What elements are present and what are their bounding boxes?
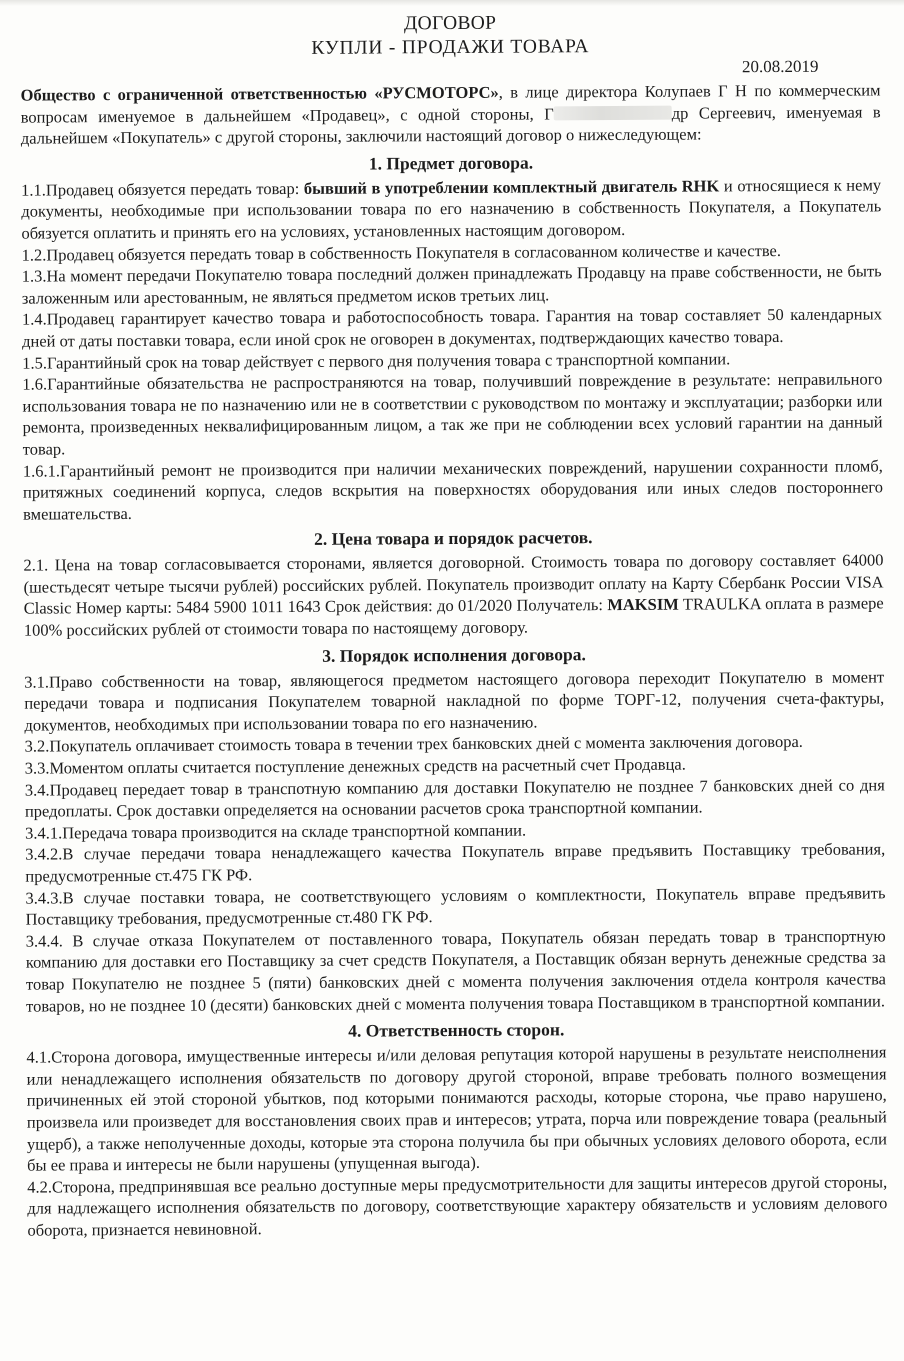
clause-3-4-1: 3.4.1.Передача товара производится на складе транспортной компании. — [25, 820, 527, 843]
intro-paragraph — [21, 79, 881, 149]
clause-3-4-4: 3.4.4. В случае отказа Покупателем от поставленного товара, Покупатель обязан передать товар в транспортную компанию для доставки его Поставщику за счет средств Покупателя, а Поставщик обязан вернуть денежные средства за товар Покупателю не позднее 5 (пяти) банковских дней с момента получения заключения отдела контроля качества товаров, но не позднее 10 (десяти) банковских дней с момента получения товара Поставщиком в транспортной компании. — [25, 926, 887, 1016]
redacted-name — [554, 105, 672, 120]
company-name: Общество с ограниченной ответственностью «РУСМОТОРС» — [20, 82, 499, 105]
clause-3-4-2: 3.4.2.В случае передачи товара ненадлежащего качества Покупатель вправе предъявить Поставщику требования, предусмотренные ст.475 ГК РФ. — [25, 839, 886, 886]
intro-text-2: др Сергеевич, именуемая в дальнейшем «Покупатель» с другой стороны, заключили настоящий договор о нижеследующем: — [20, 101, 881, 148]
contract-date: 20.08.2019 — [741, 56, 819, 77]
title-line-1: ДОГОВОР — [403, 12, 497, 35]
clause-4-1: 4.1.Сторона договора, имущественные интересы и/или деловая репутация которой нарушены в результате неисполнения или ненадлежащего исполнения обязательств по договору другой стороной, вправе требовать полного возмещения причиненных ей этой стороной убытков, под которыми понимаются расходы, которые сторона, чье право нарушено, произвела или произведет для восстановления своих прав и интересов; утрата, порча или повреждение товара (реальный ущерб), а также неполученные доходы, которые эта сторона получила бы при обычных условиях делового оборота, если бы ее права и интересы не были нарушены (упущенная выгода). — [26, 1042, 888, 1175]
clause-2-1-end: TRAULKA оплата в размере 100% российских рублей от стоимости товара по настоящему договору. — [23, 593, 884, 640]
goods-description: бывший в употреблении комплектный двигатель RHK — [303, 176, 720, 198]
section-3-title: 3. Порядок исполнения договора. — [322, 643, 586, 666]
clause-1-2: 1.2.Продавец обязуется передать товар в собственность Покупателя в согласованном количестве и качестве. — [21, 240, 781, 265]
clause-3-4: 3.4.Продавец передает товар в транспотную компанию для доставки Покупателю не позднее 7 банковских дней со дня предоплаты. Срок доставки определяется на основании расчетов срока транспортной компании. — [24, 774, 885, 821]
clause-2-1-start: 2.1. Цена на товар согласовывается сторонами, является договорной. Стоимость товара по договору составляет 64000 (шестьдесят четыре тысячи рублей) российских рублей. Покупатель производит оплату на Карту Сбербанк России VISA Classic Номер карты: 5484 5900 1011 1643 Срок действия: до 01/2020 Получатель: — [23, 550, 884, 619]
clause-4-2: 4.2.Сторона, предпринявшая все реально доступные меры предусмотрительности для защиты интересов другой стороны, для надлежащего исполнения обязательств по договору, соответствующие характеру обязательств и условиям делового оборота, признается невиновной. — [27, 1172, 888, 1240]
clause-1-1-start: 1.1.Продавец обязуется передать товар: — [21, 178, 304, 200]
clause-1-6: 1.6.Гарантийные обязательства не распространяются на товар, получивший повреждение в результате: неправильного использования товара не по назначению или не в соответствии с руководством по монтажу и эксплуатации; разборки или ремонта, произведенных неквалифицированным лицом, а так же при не соблюдении всех условий гарантии на данный товар. — [22, 369, 883, 459]
intro-text-1: , в лице директора Колупаев Г Н по коммерческим вопросам именуемое в дальнейшем «Продавец», с одной стороны, Г — [20, 80, 881, 127]
clause-3-1: 3.1.Право собственности на товар, являющегося предметом настоящего договора переходит Покупателю в момент передачи товара и подписания Покупателем товарной накладной по форме ТОРГ-12, получения счета-фактуры, документов, необходимых при использовании товара по его назначению. — [24, 667, 885, 735]
document-title — [20, 9, 880, 62]
section-2-title: 2. Цена товара и порядок расчетов. — [314, 527, 593, 550]
section-4-title: 4. Ответственность сторон. — [348, 1019, 565, 1041]
clause-3-3: 3.3.Моментом оплаты считается поступление денежных средств на расчетный счет Продавца. — [24, 754, 686, 778]
clause-1-6-1: 1.6.1.Гарантийный ремонт не производится при наличии механических повреждений, нарушении сохранности пломб, притяжных соединений корпуса, следов вскрытия на поверхностях оборудования или иных следов постороннего вмешательства. — [22, 455, 884, 524]
clause-3-4-3: 3.4.3.В случае поставки товара, не соответствующего условиям о комплектности, Покупатель вправе предъявить Поставщику требования, предусмотренные ст.480 ГК РФ. — [25, 882, 886, 929]
clause-1-3: 1.3.На момент передачи Покупателю товара последний должен принадлежать Продавцу на праве собственности, не быть заложенным или арестованным, не являться предметом исков третьих лиц. — [21, 261, 882, 308]
recipient-first-name: MAKSIM — [607, 595, 679, 615]
clause-1-4: 1.4.Продавец гарантирует качество товара и работоспособность товара. Гарантия на товар составляет 50 календарных дней от даты поставки товара, если иной срок не оговорен в документах, подтверждающих качество товара. — [21, 304, 882, 351]
clause-1-1 — [21, 174, 881, 244]
clause-1-5: 1.5.Гарантийный срок на товар действует с первого дня получения товара с транспортной компании. — [22, 348, 731, 373]
section-1-title: 1. Предмет договора. — [368, 152, 534, 174]
clause-3-2: 3.2.Покупатель оплачивает стоимость товара в течении трех банковских дней с момента заключения договора. — [24, 732, 803, 757]
clause-1-1-end: и относящиеся к нему документы, необходимые при использовании товара по его назначению в собственность Покупателя, а Покупатель обязуется оплатить и принять его на условиях, установленных настоящим договором. — [21, 175, 882, 243]
title-line-2: КУПЛИ - ПРОДАЖИ ТОВАРА — [311, 36, 590, 59]
clause-2-1 — [23, 550, 884, 642]
